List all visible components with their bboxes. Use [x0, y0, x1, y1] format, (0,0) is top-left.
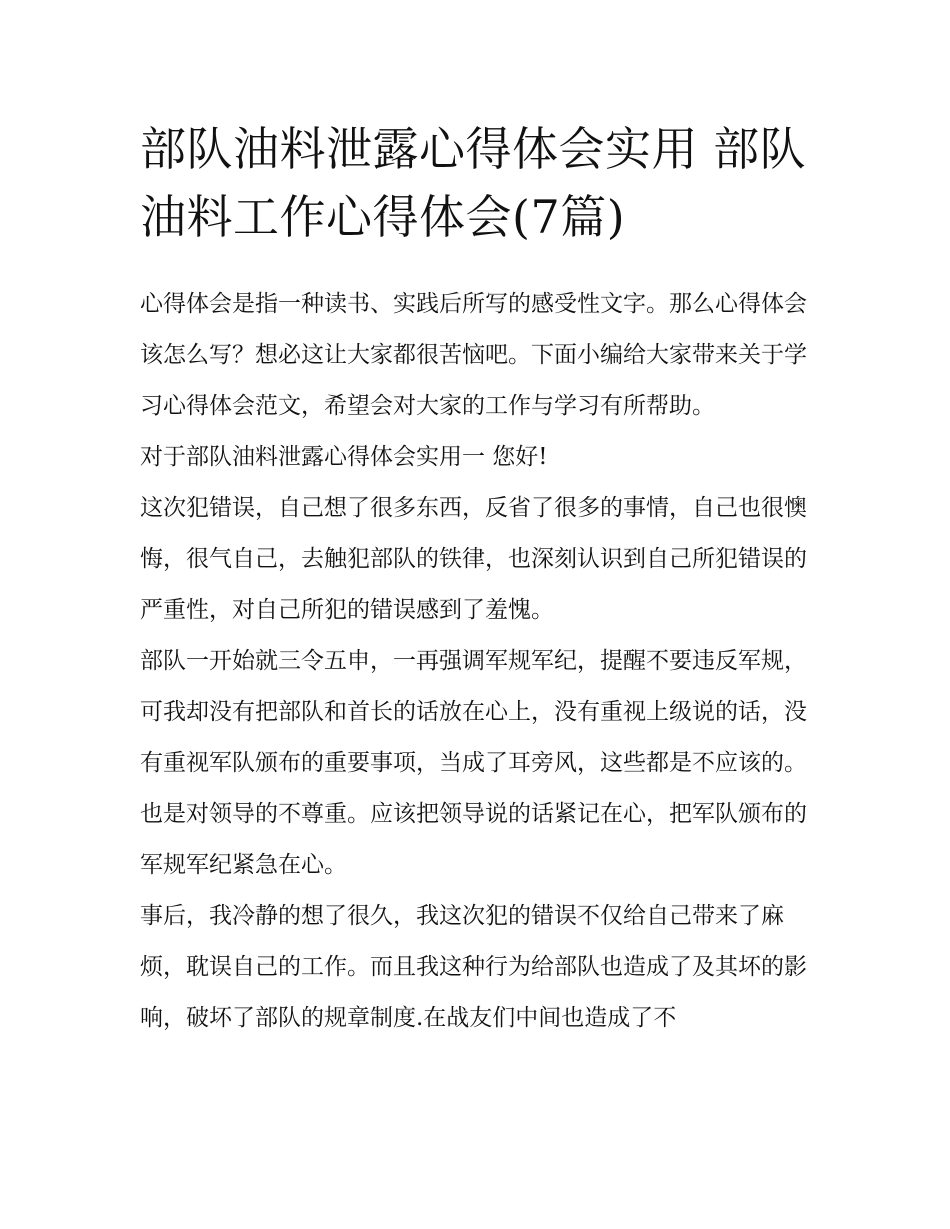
document-title: 部队油料泄露心得体会实用 部队油料工作心得体会(7篇) [140, 122, 807, 244]
paragraph-discipline: 部队一开始就三令五申，一再强调军规军纪，提醒不要违反军规，可我却没有把部队和首长的话放在心上，没有重视上级说的话，没有重视军队颁布的重要事项，当成了耳旁风，这些都是不应该的。也是对领导的不尊重。应该把领导说的话紧记在心，把军队颁布的军规军纪紧急在心。 [140, 648, 807, 878]
paragraph-reflection: 这次犯错误，自己想了很多东西，反省了很多的事情，自己也很懊悔，很气自己，去触犯部队的铁律，也深刻认识到自己所犯错误的严重性，对自己所犯的错误感到了羞愧。 [140, 495, 807, 623]
paragraph-greeting: 对于部队油料泄露心得体会实用一 您好! [140, 444, 548, 470]
paragraph-consequences: 事后，我冷静的想了很久，我这次犯的错误不仅给自己带来了麻烦，耽误自己的工作。而且我这种行为给部队也造成了及其坏的影响，破坏了部队的规章制度.在战友们中间也造成了不 [140, 903, 807, 1031]
document-body [140, 279, 816, 1044]
paragraph-intro: 心得体会是指一种读书、实践后所写的感受性文字。那么心得体会该怎么写？想必这让大家都很苦恼吧。下面小编给大家带来关于学习心得体会范文，希望会对大家的工作与学习有所帮助。 [140, 291, 807, 419]
